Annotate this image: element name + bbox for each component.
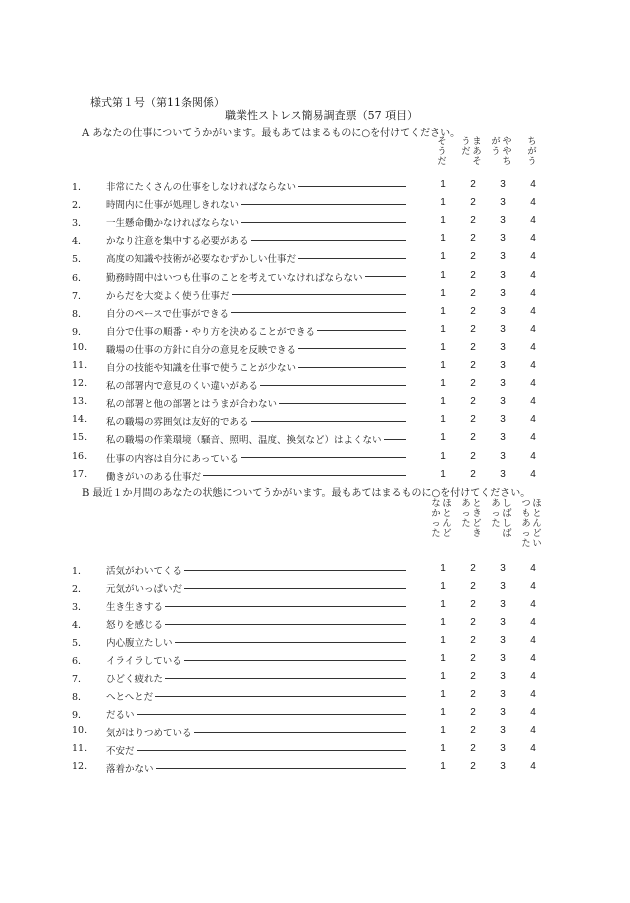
column-header-glyphs: あ っ た <box>491 499 501 529</box>
item-question <box>106 725 406 739</box>
leader-line <box>203 475 406 476</box>
answer-choice-1[interactable]: 1 <box>440 251 446 263</box>
table-row <box>0 396 630 416</box>
answer-choice-1[interactable]: 1 <box>440 617 446 628</box>
answer-choice-1[interactable]: 1 <box>440 179 446 190</box>
item-question <box>106 671 406 685</box>
item-number: 11. <box>72 743 88 754</box>
answer-choice-4[interactable]: 4 <box>530 378 536 390</box>
table-row <box>0 563 630 583</box>
answer-choice-2[interactable]: 2 <box>470 725 476 736</box>
answer-choice-3[interactable]: 3 <box>500 341 506 353</box>
item-text: 怒りを感じる <box>106 620 164 631</box>
answer-choice-4[interactable]: 4 <box>530 689 536 700</box>
answer-choice-3[interactable]: 3 <box>500 179 506 190</box>
item-text: かなり注意を集中する必要がある <box>106 236 249 248</box>
column-header-glyphs: う だ <box>461 137 471 157</box>
item-question <box>106 653 406 667</box>
answer-choice-4[interactable]: 4 <box>530 450 536 462</box>
answer-choice-1[interactable]: 1 <box>440 468 446 480</box>
answer-choice-2[interactable]: 2 <box>470 269 476 281</box>
answer-choice-3[interactable]: 3 <box>500 287 506 299</box>
table-row <box>0 432 630 452</box>
table-row <box>0 270 630 290</box>
item-number: 12. <box>72 761 88 772</box>
answer-choice-2[interactable]: 2 <box>470 305 476 317</box>
table-row <box>0 251 630 271</box>
item-question <box>106 414 406 428</box>
answer-choice-4[interactable]: 4 <box>530 761 536 772</box>
item-text: 非常にたくさんの仕事をしなければならない <box>106 182 297 193</box>
item-text: 自分の技能や知識を仕事で使うことが少ない <box>106 363 297 374</box>
item-text: 私の職場の作業環境（騒音、照明、温度、換気など）はよくない <box>106 435 382 447</box>
leader-line <box>298 367 406 368</box>
item-number: 2． <box>72 200 88 212</box>
leader-line <box>232 294 406 295</box>
leader-line <box>165 678 406 679</box>
answer-choice-3[interactable]: 3 <box>500 581 506 592</box>
column-header-glyphs: と き ど き <box>472 499 482 539</box>
answer-choice-4[interactable]: 4 <box>530 743 536 754</box>
answer-choice-4[interactable]: 4 <box>530 269 536 281</box>
item-text: 元気がいっぱいだ <box>106 584 183 595</box>
item-text: 働きがいのある仕事だ <box>106 471 202 483</box>
answer-choice-2[interactable]: 2 <box>470 743 476 754</box>
answer-choice-1[interactable]: 1 <box>440 743 446 754</box>
answer-choice-1[interactable]: 1 <box>440 725 446 736</box>
answer-choice-1[interactable]: 1 <box>440 341 446 353</box>
item-question <box>106 324 406 338</box>
table-row <box>0 324 630 344</box>
answer-choice-1[interactable]: 1 <box>440 653 446 664</box>
column-header-glyphs: ほ と ん ど <box>442 499 452 539</box>
item-text: 内心腹立たしい <box>106 638 173 649</box>
answer-choice-4[interactable]: 4 <box>530 251 536 263</box>
answer-choice-3[interactable]: 3 <box>500 378 506 390</box>
item-text: 私の部署内で意見のくい違いがある <box>106 381 259 393</box>
leader-line <box>137 714 406 715</box>
item-number: 4． <box>72 620 88 631</box>
table-row <box>0 360 630 380</box>
answer-choice-3[interactable]: 3 <box>500 563 506 574</box>
answer-choice-2[interactable]: 2 <box>470 581 476 592</box>
table-row <box>0 414 630 434</box>
answer-choice-4[interactable]: 4 <box>530 305 536 317</box>
answer-choice-3[interactable]: 3 <box>500 414 506 426</box>
answer-choice-4[interactable]: 4 <box>530 179 536 190</box>
table-row <box>0 761 630 781</box>
table-row <box>0 689 630 709</box>
answer-choice-3[interactable]: 3 <box>500 671 506 682</box>
answer-choice-2[interactable]: 2 <box>470 378 476 390</box>
table-row <box>0 233 630 253</box>
leader-line <box>184 570 406 571</box>
table-row <box>0 581 630 601</box>
item-question <box>106 599 406 613</box>
item-question <box>106 689 406 703</box>
answer-choice-4[interactable]: 4 <box>530 725 536 736</box>
leader-line <box>194 732 406 733</box>
answer-choice-2[interactable]: 2 <box>470 689 476 700</box>
table-row <box>0 671 630 691</box>
answer-choice-2[interactable]: 2 <box>470 197 476 209</box>
item-number: 3． <box>72 218 88 230</box>
item-question <box>106 761 406 775</box>
column-header-glyphs: ほ と ん ど い <box>532 499 542 549</box>
answer-choice-1[interactable]: 1 <box>440 378 446 390</box>
answer-choice-3[interactable]: 3 <box>500 305 506 317</box>
answer-choice-3[interactable]: 3 <box>500 197 506 209</box>
answer-choice-3[interactable]: 3 <box>500 599 506 610</box>
answer-choice-3[interactable]: 3 <box>500 233 506 245</box>
item-number: 5． <box>72 638 88 649</box>
item-number: 13. <box>72 396 88 408</box>
answer-choice-1[interactable]: 1 <box>440 287 446 299</box>
answer-choice-3[interactable]: 3 <box>500 725 506 736</box>
answer-choice-2[interactable]: 2 <box>470 563 476 574</box>
item-number: 1． <box>72 182 88 193</box>
answer-choice-1[interactable]: 1 <box>440 450 446 462</box>
column-header-glyphs: ち が う <box>527 137 537 167</box>
answer-choice-3[interactable]: 3 <box>500 617 506 628</box>
answer-choice-4[interactable]: 4 <box>530 581 536 592</box>
table-row <box>0 599 630 619</box>
column-header-glyphs: や や ち <box>502 137 512 167</box>
item-number: 6． <box>72 656 88 667</box>
item-text: 勤務時間中はいつも仕事のことを考えていなければならない <box>106 272 363 284</box>
item-question <box>106 270 406 284</box>
answer-choice-2[interactable]: 2 <box>470 761 476 772</box>
answer-choice-4[interactable]: 4 <box>530 707 536 718</box>
leader-line <box>298 186 406 187</box>
answer-choice-1[interactable]: 1 <box>440 689 446 700</box>
item-number: 16. <box>72 450 88 462</box>
leader-line <box>279 403 406 404</box>
answer-choice-2[interactable]: 2 <box>470 617 476 628</box>
answer-choice-4[interactable]: 4 <box>530 414 536 426</box>
answer-choice-4[interactable]: 4 <box>530 599 536 610</box>
item-question <box>106 179 406 193</box>
leader-line <box>241 204 406 205</box>
leader-line <box>260 385 406 386</box>
item-question <box>106 581 406 595</box>
item-text: 仕事の内容は自分にあっている <box>106 453 239 465</box>
leader-line <box>156 768 406 769</box>
answer-choice-4[interactable]: 4 <box>530 432 536 444</box>
section-a-instruction: A あなたの仕事についてうかがいます。最もあてはまるものに○を付けてください。 <box>82 128 461 139</box>
answer-choice-4[interactable]: 4 <box>530 617 536 628</box>
table-row <box>0 197 630 217</box>
answer-choice-1[interactable]: 1 <box>440 707 446 718</box>
table-row <box>0 451 630 471</box>
table-row <box>0 378 630 398</box>
answer-choice-3[interactable]: 3 <box>500 707 506 718</box>
item-text: 一生懸命働かなければならない <box>106 218 240 230</box>
answer-choice-1[interactable]: 1 <box>440 581 446 592</box>
leader-line <box>241 457 406 458</box>
answer-choice-2[interactable]: 2 <box>470 599 476 610</box>
answer-choice-2[interactable]: 2 <box>470 251 476 263</box>
item-question <box>106 563 406 577</box>
answer-choice-3[interactable]: 3 <box>500 251 506 263</box>
answer-choice-3[interactable]: 3 <box>500 468 506 480</box>
answer-choice-2[interactable]: 2 <box>470 414 476 426</box>
leader-line <box>241 222 406 223</box>
answer-choice-2[interactable]: 2 <box>470 707 476 718</box>
item-number: 5． <box>72 254 88 266</box>
answer-choice-2[interactable]: 2 <box>470 323 476 335</box>
answer-choice-4[interactable]: 4 <box>530 396 536 408</box>
item-number: 9． <box>72 326 88 338</box>
item-number: 15. <box>72 432 88 444</box>
item-number: 10. <box>72 725 88 736</box>
answer-choice-3[interactable]: 3 <box>500 432 506 444</box>
column-header-glyphs: な か っ た <box>431 499 441 539</box>
leader-line <box>155 696 406 697</box>
item-question <box>106 288 406 302</box>
item-question <box>106 396 406 410</box>
answer-choice-1[interactable]: 1 <box>440 761 446 772</box>
answer-choice-4[interactable]: 4 <box>530 287 536 299</box>
answer-choice-3[interactable]: 3 <box>500 450 506 462</box>
item-number: 2． <box>72 584 88 595</box>
answer-choice-2[interactable]: 2 <box>470 468 476 480</box>
item-question <box>106 306 406 320</box>
item-number: 6． <box>72 272 88 284</box>
item-text: ひどく疲れた <box>106 674 164 685</box>
answer-choice-1[interactable]: 1 <box>440 305 446 317</box>
item-question <box>106 432 406 446</box>
item-question <box>106 360 406 374</box>
answer-choice-2[interactable]: 2 <box>470 215 476 227</box>
item-question <box>106 451 406 465</box>
section-b-instruction: B 最近１か月間のあなたの状態についてうかがいます。最もあてはまるものに○を付けてください。 <box>82 488 531 499</box>
form-number: 様式第１号（第11条関係） <box>90 96 225 109</box>
item-question <box>106 635 406 649</box>
leader-line <box>231 312 406 313</box>
item-text: 高度の知識や技術が必要なむずかしい仕事だ <box>106 254 297 266</box>
answer-choice-1[interactable]: 1 <box>440 396 446 408</box>
answer-choice-2[interactable]: 2 <box>470 360 476 371</box>
item-number: 7． <box>72 290 88 302</box>
item-text: 活気がわいてくる <box>106 566 183 577</box>
leader-line <box>165 624 406 625</box>
answer-choice-2[interactable]: 2 <box>470 653 476 664</box>
item-number: 14. <box>72 414 88 426</box>
answer-choice-4[interactable]: 4 <box>530 563 536 574</box>
answer-choice-3[interactable]: 3 <box>500 653 506 664</box>
table-row <box>0 306 630 326</box>
column-header-glyphs: し ば し ば <box>502 499 512 539</box>
column-header-glyphs: ま あ そ <box>472 137 482 167</box>
item-text: へとへとだ <box>106 692 154 703</box>
leader-line <box>165 606 406 607</box>
item-number: 4． <box>72 236 88 248</box>
item-text: 落着かない <box>106 764 154 775</box>
answer-choice-4[interactable]: 4 <box>530 197 536 209</box>
leader-line <box>384 439 406 440</box>
table-row <box>0 179 630 199</box>
answer-choice-1[interactable]: 1 <box>440 671 446 682</box>
item-text: 自分のペースで仕事ができる <box>106 308 230 320</box>
item-text: 生き生きする <box>106 602 164 613</box>
table-row <box>0 215 630 235</box>
item-question <box>106 342 406 356</box>
item-question <box>106 617 406 631</box>
answer-choice-3[interactable]: 3 <box>500 269 506 281</box>
item-question <box>106 707 406 721</box>
leader-line <box>184 588 406 589</box>
leader-line <box>251 421 406 422</box>
item-number: 1． <box>72 566 88 577</box>
answer-choice-3[interactable]: 3 <box>500 360 506 371</box>
item-number: 7． <box>72 674 88 685</box>
leader-line <box>184 660 406 661</box>
answer-choice-4[interactable]: 4 <box>530 635 536 646</box>
leader-line <box>317 330 406 331</box>
table-row <box>0 653 630 673</box>
answer-choice-1[interactable]: 1 <box>440 635 446 646</box>
item-number: 3． <box>72 602 88 613</box>
item-text: 私の職場の雰囲気は友好的である <box>106 417 249 429</box>
page-title: 職業性ストレス簡易調査票（57 項目） <box>225 109 419 122</box>
answer-choice-2[interactable]: 2 <box>470 179 476 190</box>
answer-choice-1[interactable]: 1 <box>440 233 446 245</box>
item-question <box>106 251 406 265</box>
answer-choice-3[interactable]: 3 <box>500 743 506 754</box>
answer-choice-1[interactable]: 1 <box>440 269 446 281</box>
column-header-glyphs: そ う だ <box>437 137 447 167</box>
answer-choice-1[interactable]: 1 <box>440 599 446 610</box>
answer-choice-4[interactable]: 4 <box>530 468 536 480</box>
column-header-glyphs: が う <box>491 137 501 157</box>
item-text: 時間内に仕事が処理しきれない <box>106 200 240 212</box>
leader-line <box>251 240 406 241</box>
answer-choice-2[interactable]: 2 <box>470 233 476 245</box>
leader-line <box>175 642 406 643</box>
answer-choice-4[interactable]: 4 <box>530 215 536 227</box>
answer-choice-4[interactable]: 4 <box>530 323 536 335</box>
table-row <box>0 743 630 763</box>
item-text: からだを大変よく使う仕事だ <box>106 290 230 302</box>
answer-choice-2[interactable]: 2 <box>470 287 476 299</box>
item-number: 8． <box>72 692 88 703</box>
answer-choice-3[interactable]: 3 <box>500 761 506 772</box>
item-text: 私の部署と他の部署とはうまが合わない <box>106 399 278 411</box>
table-row <box>0 635 630 655</box>
leader-line <box>298 348 406 349</box>
answer-choice-1[interactable]: 1 <box>440 563 446 574</box>
leader-line <box>365 276 406 277</box>
answer-choice-4[interactable]: 4 <box>530 360 536 371</box>
leader-line <box>298 258 406 259</box>
item-text: だるい <box>106 710 135 721</box>
table-row <box>0 725 630 745</box>
item-number: 9． <box>72 710 88 721</box>
item-question <box>106 469 406 483</box>
item-number: 11. <box>72 360 88 371</box>
answer-choice-2[interactable]: 2 <box>470 671 476 682</box>
column-header-glyphs: つ も あ っ た <box>521 499 531 549</box>
answer-choice-4[interactable]: 4 <box>530 653 536 664</box>
answer-choice-3[interactable]: 3 <box>500 323 506 335</box>
answer-choice-1[interactable]: 1 <box>440 414 446 426</box>
answer-choice-1[interactable]: 1 <box>440 360 446 371</box>
table-row <box>0 342 630 362</box>
item-number: 17. <box>72 468 88 480</box>
item-number: 8． <box>72 308 88 320</box>
item-question <box>106 378 406 392</box>
answer-choice-2[interactable]: 2 <box>470 450 476 462</box>
column-header-glyphs: あ っ た <box>461 499 471 529</box>
item-text: 自分で仕事の順番・やり方を決めることができる <box>106 326 316 338</box>
answer-choice-2[interactable]: 2 <box>470 341 476 353</box>
answer-choice-1[interactable]: 1 <box>440 215 446 227</box>
answer-choice-3[interactable]: 3 <box>500 396 506 408</box>
table-row <box>0 288 630 308</box>
answer-choice-3[interactable]: 3 <box>500 215 506 227</box>
answer-choice-1[interactable]: 1 <box>440 323 446 335</box>
table-row <box>0 707 630 727</box>
item-text: 職場の仕事の方針に自分の意見を反映できる <box>106 344 297 356</box>
item-question <box>106 743 406 757</box>
answer-choice-2[interactable]: 2 <box>470 635 476 646</box>
item-text: 不安だ <box>106 746 135 757</box>
item-question <box>106 215 406 229</box>
leader-line <box>137 750 406 751</box>
answer-choice-4[interactable]: 4 <box>530 671 536 682</box>
item-question <box>106 197 406 211</box>
answer-choice-3[interactable]: 3 <box>500 635 506 646</box>
answer-choice-3[interactable]: 3 <box>500 689 506 700</box>
answer-choice-1[interactable]: 1 <box>440 197 446 209</box>
item-question <box>106 233 406 247</box>
item-number: 10. <box>72 341 88 353</box>
item-text: イライラしている <box>106 656 182 667</box>
answer-choice-2[interactable]: 2 <box>470 396 476 408</box>
answer-choice-2[interactable]: 2 <box>470 432 476 444</box>
item-text: 気がはりつめている <box>106 728 192 739</box>
item-number: 12. <box>72 378 88 390</box>
answer-choice-4[interactable]: 4 <box>530 341 536 353</box>
table-row <box>0 617 630 637</box>
answer-choice-4[interactable]: 4 <box>530 233 536 245</box>
answer-choice-1[interactable]: 1 <box>440 432 446 444</box>
